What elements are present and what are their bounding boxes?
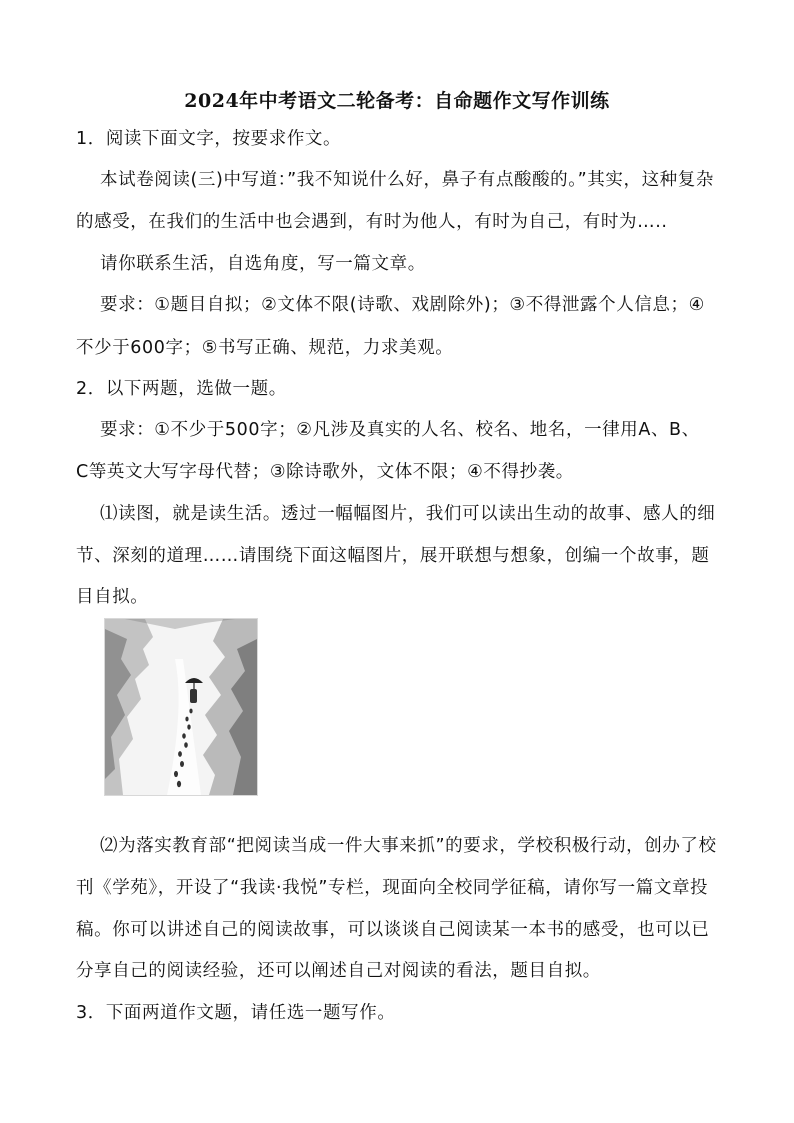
question-2-requirements-line-2: C等英文大写字母代替；③除诗歌外，文体不限；④不得抄袭。 (76, 462, 574, 482)
question-2-option-1-line-3: 目自拟。 (76, 587, 149, 607)
question-1-requirements-line-2: 不少于600字；⑤书写正确、规范，力求美观。 (76, 338, 454, 358)
question-1-heading: 1．阅读下面文字，按要求作文。 (76, 129, 342, 149)
question-2-option-2-line-3: 稿。你可以讲述自己的阅读故事，可以谈谈自己阅读某一本书的感受，也可以已 (76, 920, 710, 940)
document-title: 2024年中考语文二轮备考：自命题作文写作训练 (184, 90, 610, 112)
question-2-requirements-line-1: 要求：①不少于500字；②凡涉及真实的人名、校名、地名，一律用A、B、 (100, 420, 700, 440)
question-1-passage-line-2: 的感受，在我们的生活中也会遇到，有时为他人，有时为自己，有时为….. (76, 212, 668, 232)
question-1-prompt: 请你联系生活，自选角度，写一篇文章。 (100, 254, 426, 274)
question-2-option-2-line-2: 刊《学苑》，开设了“我读·我悦”专栏，现面向全校同学征稿，请你写一篇文章投 (76, 878, 709, 898)
snow-path-image (104, 618, 258, 796)
question-1-requirements-line-1: 要求：①题目自拟；②文体不限(诗歌、戏剧除外)；③不得泄露个人信息；④ (100, 295, 705, 315)
question-2-option-2-line-1: ⑵为落实教育部“把阅读当成一件大事来抓”的要求，学校积极行动，创办了校 (100, 836, 717, 856)
question-1-passage-line-1: 本试卷阅读(三)中写道：”我不知说什么好，鼻子有点酸酸的。”其实，这种复杂 (100, 170, 714, 190)
question-2-option-1-line-1: ⑴读图，就是读生活。透过一幅幅图片，我们可以读出生动的故事、感人的细 (100, 504, 716, 524)
question-2-heading: 2．以下两题，选做一题。 (76, 379, 287, 399)
question-3-heading: 3．下面两道作文题，请任选一题写作。 (76, 1003, 396, 1023)
question-2-option-1-line-2: 节、深刻的道理……请围绕下面这幅图片，展开联想与想象，创编一个故事，题 (76, 546, 710, 566)
question-2-option-2-line-4: 分享自己的阅读经验，还可以阐述自己对阅读的看法，题目自拟。 (76, 961, 601, 981)
